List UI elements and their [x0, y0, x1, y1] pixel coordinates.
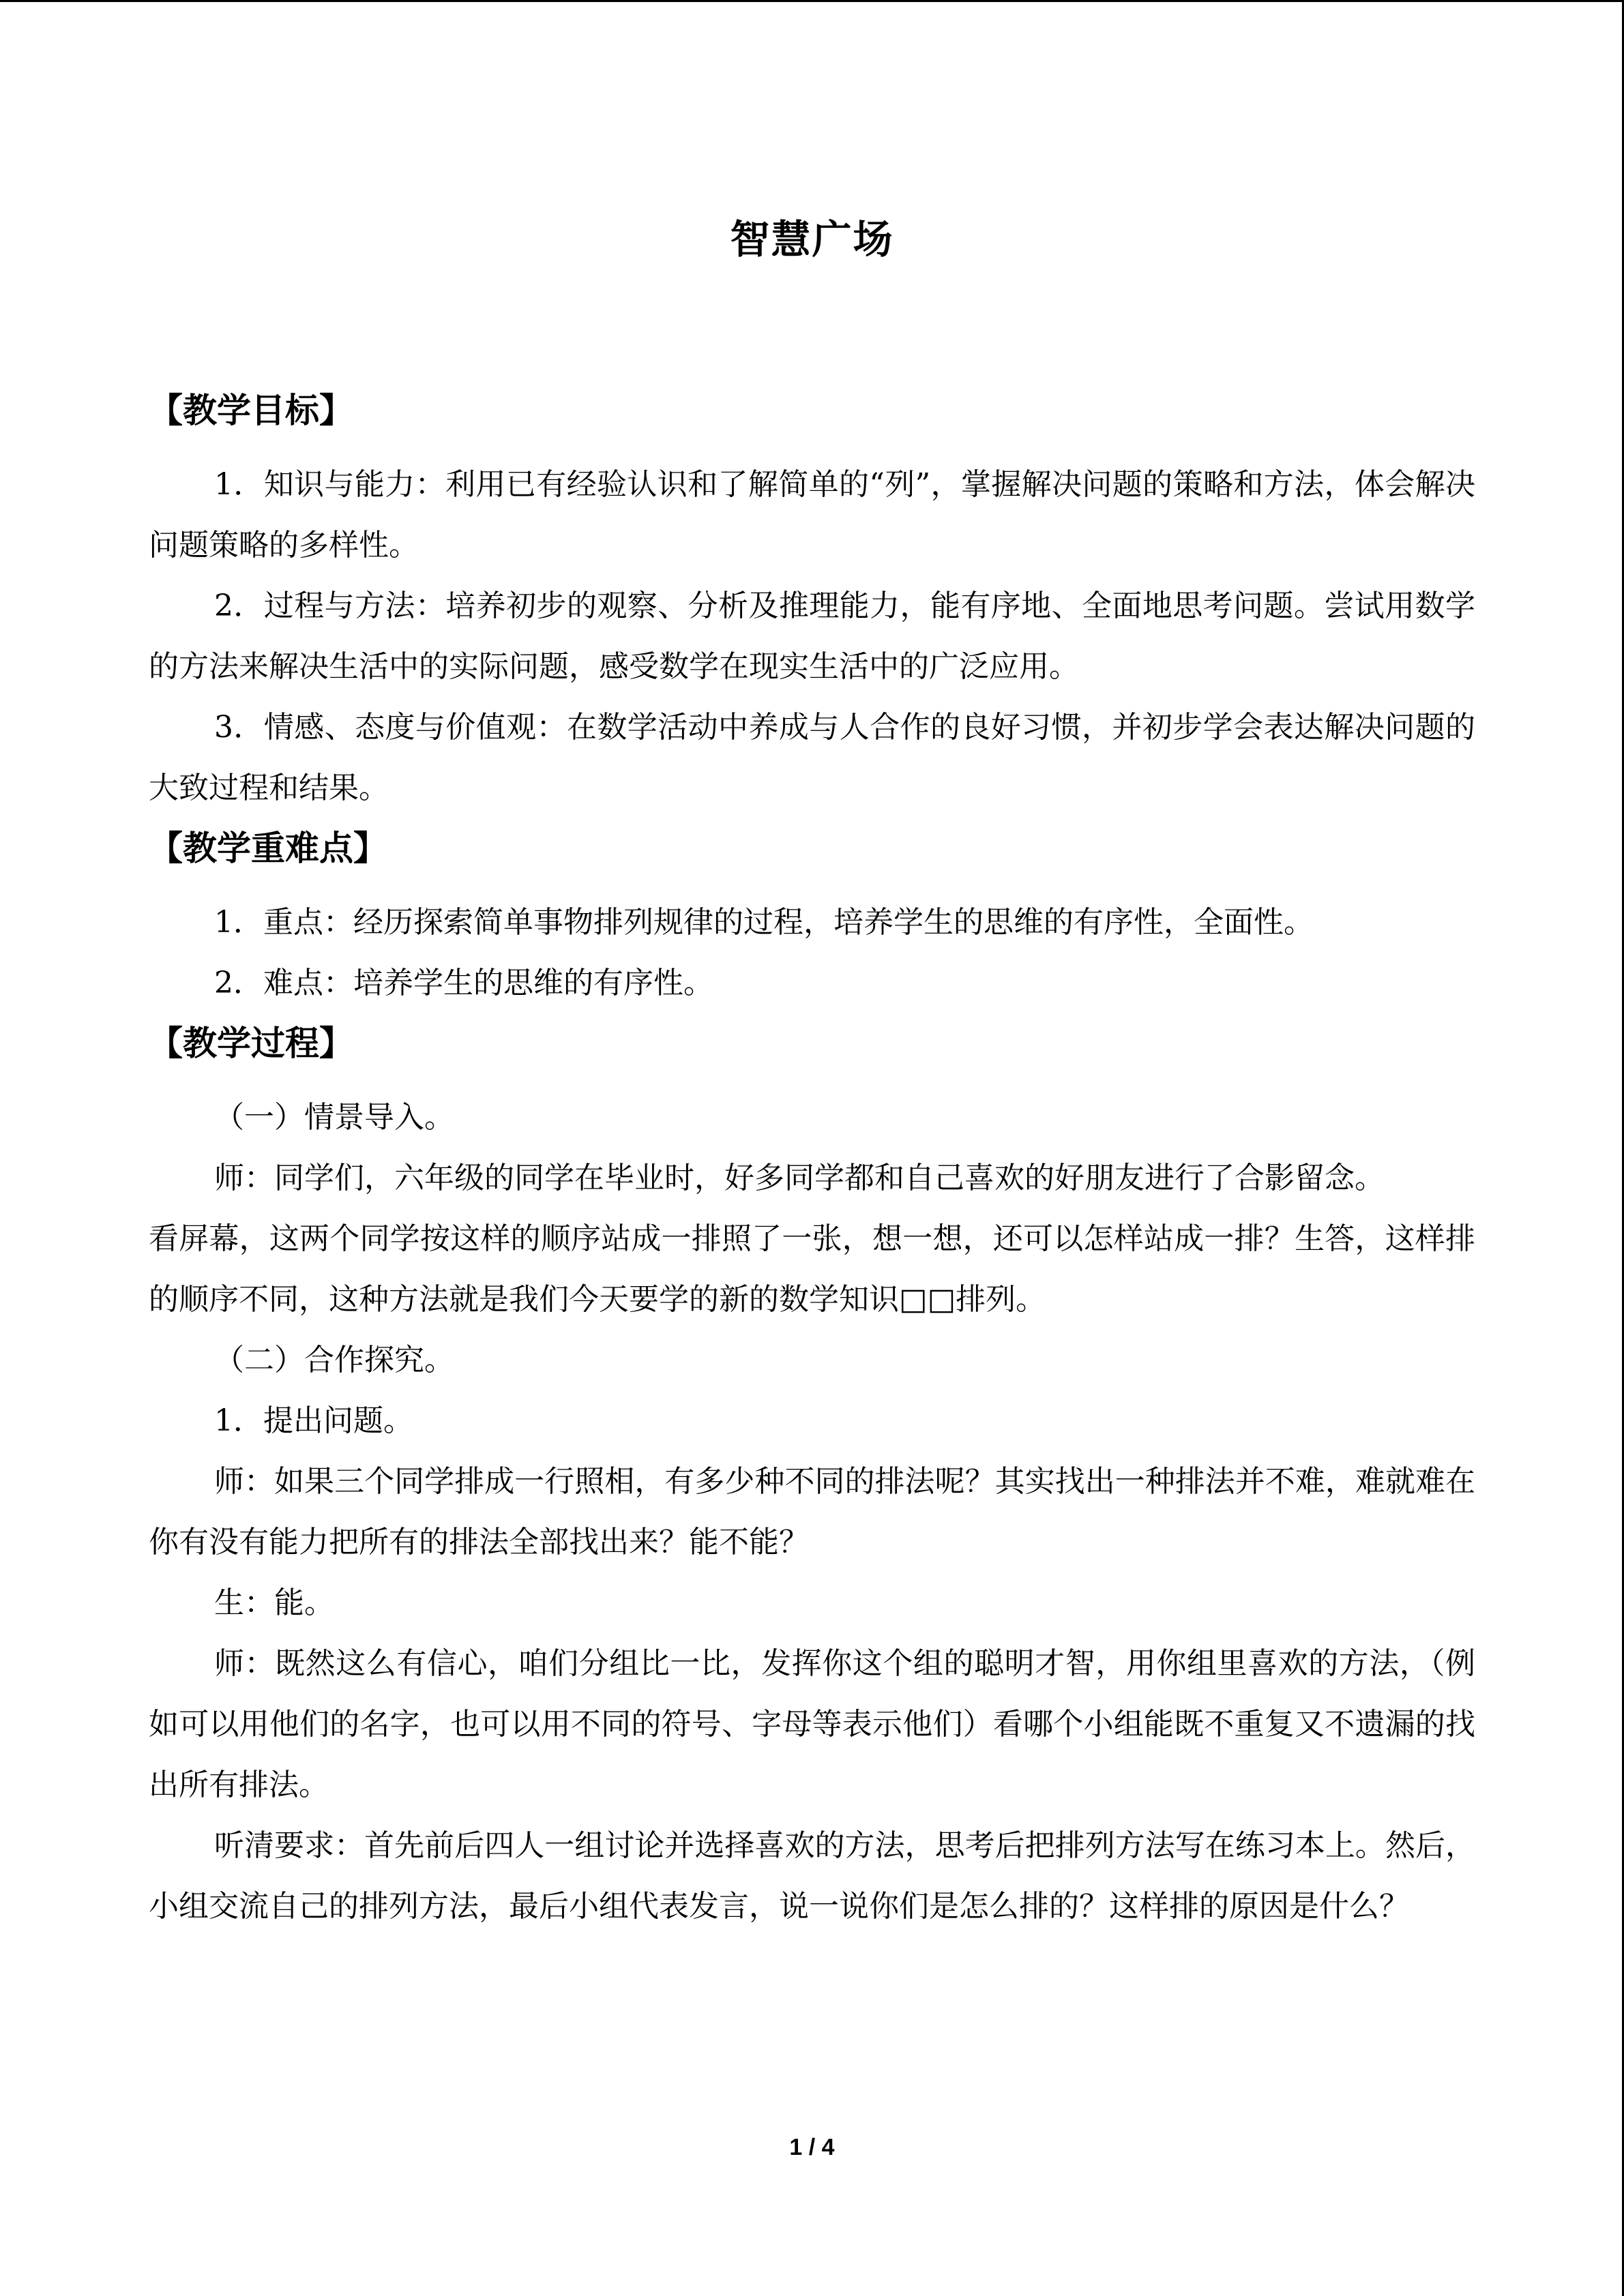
document-body — [149, 381, 1475, 1937]
paragraph: 2．过程与方法：培养初步的观察、分析及推理能力，能有序地、全面地思考问题。尝试用数学的方法来解决生活中的实际问题，感受数学在现实生活中的广泛应用。 — [149, 588, 1475, 684]
paragraph: 1．提出问题。 — [214, 1403, 413, 1438]
document-title: 智慧广场 — [730, 216, 894, 263]
paragraph: （二）合作探究。 — [214, 1343, 454, 1377]
paragraph: 生：能。 — [214, 1585, 334, 1620]
paragraph: 师：同学们，六年级的同学在毕业时，好多同学都和自己喜欢的好朋友进行了合影留念。 — [214, 1161, 1385, 1195]
paragraph: 3．情感、态度与价值观：在数学活动中养成与人合作的良好习惯，并初步学会表达解决问题的大致过程和结果。 — [149, 710, 1475, 805]
paragraph: 2．难点：培养学生的思维的有序性。 — [214, 966, 713, 1000]
paragraph: 听清要求：首先前后四人一组讨论并选择喜欢的方法，思考后把排列方法写在练习本上。然后，小组交流自己的排列方法，最后小组代表发言，说一说你们是怎么排的？这样排的原因是什么？ — [149, 1828, 1475, 1924]
section-heading-process: 【教学过程】 — [149, 1023, 353, 1063]
paragraph: 1．重点：经历探索简单事物排列规律的过程，培养学生的思维的有序性，全面性。 — [214, 905, 1314, 940]
paragraph: 1．知识与能力：利用已有经验认识和了解简单的“列”，掌握解决问题的策略和方法，体会解决问题策略的多样性。 — [149, 467, 1475, 563]
section-heading-objectives: 【教学目标】 — [149, 390, 353, 430]
paragraph: 师：如果三个同学排成一行照相，有多少种不同的排法呢？其实找出一种排法并不难，难就难在你有没有能力把所有的排法全部找出来？能不能？ — [149, 1464, 1475, 1560]
page-number: 1 / 4 — [789, 2134, 835, 2160]
paragraph: 师：既然这么有信心，咱们分组比一比，发挥你这个组的聪明才智，用你组里喜欢的方法，（例如可以用他们的名字，也可以用不同的符号、字母等表示他们）看哪个小组能既不重复又不遗漏的找出所有排法。 — [149, 1646, 1475, 1802]
paragraph: （一）情景导入。 — [214, 1100, 454, 1135]
paragraph: 看屏幕，这两个同学按这样的顺序站成一排照了一张，想一想，还可以怎样站成一排？生答，这样排的顺序不同，这种方法就是我们今天要学的新的数学知识□□排列。 — [149, 1221, 1475, 1317]
section-heading-key-points: 【教学重难点】 — [149, 828, 387, 868]
